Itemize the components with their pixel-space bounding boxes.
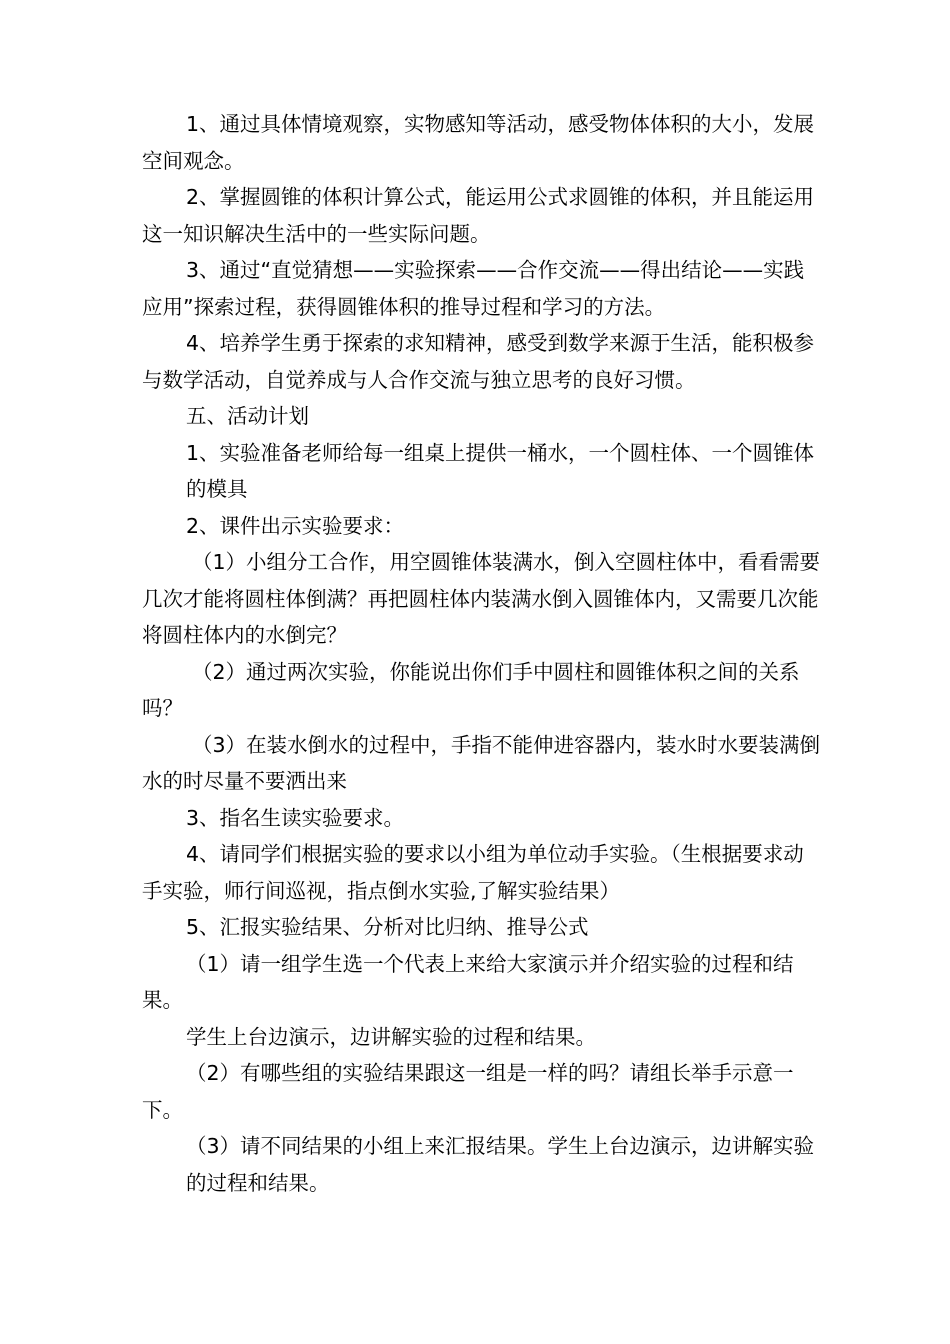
plan-step-5: 5、汇报实验结果、分析对比归纳、推导公式 (186, 915, 589, 939)
goal-2: 2、掌握圆锥的体积计算公式，能运用公式求圆锥的体积，并且能运用这一知识解决生活中的一些实际问题。 (142, 185, 815, 246)
goal-4: 4、培养学生勇于探索的求知精神，感受到数学来源于生活，能积极参与数学活动，自觉养成与人合作交流与独立思考的良好习惯。 (142, 331, 815, 392)
plan-step-1: 1、实验准备老师给每一组桌上提供一桶水，一个圆柱体、一个圆锥体的模具 (186, 440, 815, 501)
goal-3: 3、通过“直觉猜想——实验探索——合作交流——得出结论——实践应用”探索过程，获得圆锥体积的推导过程和学习的方法。 (142, 258, 805, 319)
plan-step-4: 4、请同学们根据实验的要求以小组为单位动手实验。（生根据要求动手实验，师行间巡视，指点倒水实验,了解实验结果） (142, 842, 804, 903)
report-note: 学生上台边演示，边讲解实验的过程和结果。 (186, 1024, 596, 1049)
report-1: （1）请一组学生选一个代表上来给大家演示并介绍实验的过程和结果。 (142, 951, 794, 1012)
document-body (0, 106, 950, 1201)
requirement-2: （2）通过两次实验，你能说出你们手中圆柱和圆锥体积之间的关系吗？ (142, 659, 800, 720)
goal-1: 1、通过具体情境观察，实物感知等活动，感受物体体积的大小，发展空间观念。 (142, 112, 815, 173)
report-3: （3）请不同结果的小组上来汇报结果。学生上台边演示，边讲解实验的过程和结果。 (186, 1134, 815, 1195)
section-heading-activity-plan: 五、活动计划 (186, 404, 309, 428)
requirement-1: （1）小组分工合作，用空圆锥体装满水，倒入空圆柱体中，看看需要几次才能将圆柱体倒满？再把圆柱体内装满水倒入圆锥体内，又需要几次能将圆柱体内的水倒完？ (142, 550, 821, 647)
report-2: （2）有哪些组的实验结果跟这一组是一样的吗？请组长举手示意一下。 (142, 1061, 794, 1122)
requirement-3: （3）在装水倒水的过程中，手指不能伸进容器内，装水时水要装满倒水的时尽量不要洒出来 (142, 732, 821, 793)
plan-step-2: 2、课件出示实验要求： (186, 513, 405, 538)
plan-step-3: 3、指名生读实验要求。 (186, 805, 405, 830)
